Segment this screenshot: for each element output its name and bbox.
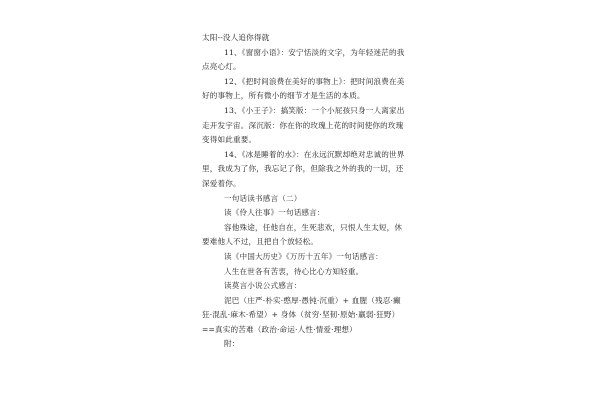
item-14: 14、《冰是睡着的水》：在永远沉默却绝对忠诚的世界里，我成为了你，我忘记了你，但除我之外的我的一切，还深爱着你。 <box>202 149 405 188</box>
section-heading: 一句话读书感言（二） <box>224 193 302 203</box>
document-text <box>202 31 408 352</box>
appendix-label: 附： <box>224 339 240 349</box>
book-note-1-title: 读《伶人往事》一句话感言： <box>224 208 325 218</box>
item-11: 11、《窗窗小语》：安宁恬淡的文字，为年轻迷茫的我点亮心灯。 <box>202 47 405 72</box>
item-12: 12、《把时间浪费在美好的事物上》：把时间浪费在美好的事物上，所有微小的细节才是生活的本质。 <box>202 76 405 101</box>
book-note-3-title: 读莫言小说公式感言： <box>224 281 302 291</box>
item-13: 13、《小王子》：搞笑版：一个小屁孩只身一人离家出走开发宇宙。深沉版：你在你的玫瑰上花的时间使你的玫瑰变得如此重要。 <box>202 105 405 145</box>
text-line-1: 太阳--没人追你得就 <box>202 33 270 42</box>
book-note-2-title: 读《中国大历史》《万历十五年》一句话感言： <box>224 251 383 261</box>
book-note-1-body: 容他殊途，任他自在，生死悲欢，只恨人生太短，休要难他人不过，且把自个放轻松。 <box>202 222 403 247</box>
book-note-2-body: 人生在世各有苦衷，待心比心方知轻重。 <box>224 266 364 276</box>
book-note-3-body: 泥巴（庄严·朴实·憨厚·愚钝·沉重）+ 血腥（残忍·癫狂·混乱·麻木·希望）+ 身体（贫穷·坚韧·原始·羸弱·狂野）==真实的苦难（政治·命运·人性·情爱·理想） <box>202 295 401 334</box>
